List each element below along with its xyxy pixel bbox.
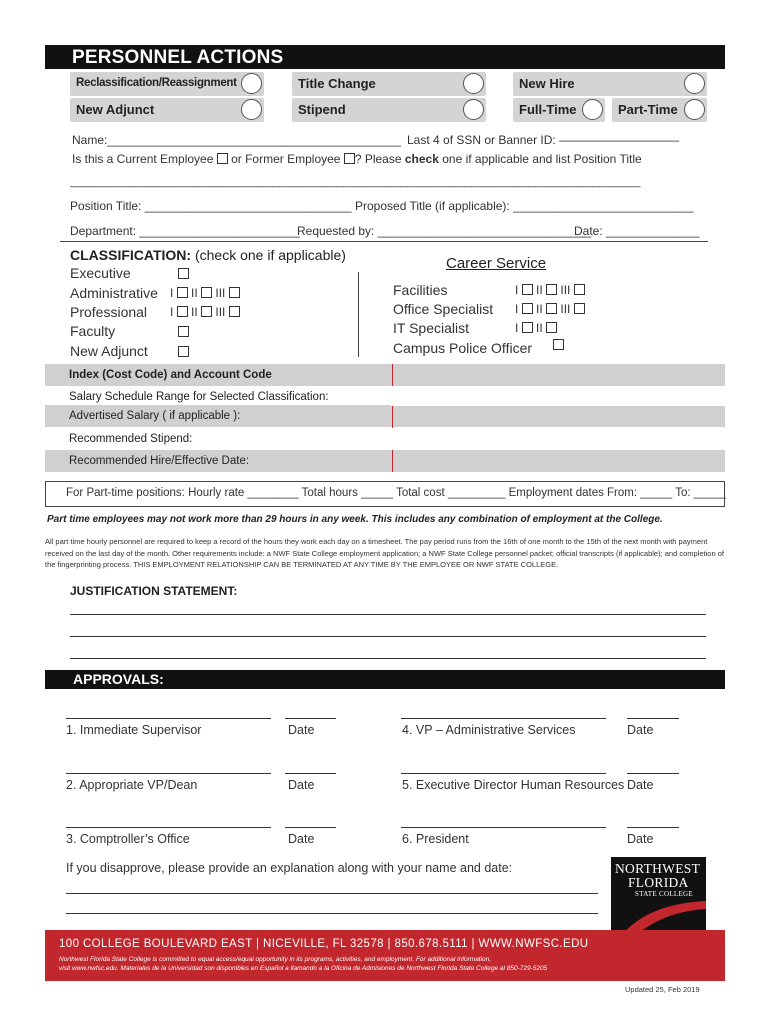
facilities-level-3-checkbox[interactable] <box>574 284 585 295</box>
approval-date: Date <box>627 723 654 737</box>
position-title-blank-line[interactable]: __________________________________________________________________________________________________ <box>70 176 641 188</box>
new-hire-label: New Hire <box>519 76 575 91</box>
admin-level-3-checkbox[interactable] <box>229 287 240 298</box>
prof-level-2-checkbox[interactable] <box>201 306 212 317</box>
date-line[interactable] <box>285 827 336 828</box>
class-executive-checkbox[interactable] <box>178 268 189 279</box>
justification-line[interactable] <box>70 636 706 637</box>
class-faculty-label: Faculty <box>70 323 116 339</box>
roman-3: III <box>560 283 571 297</box>
reclassification-option[interactable] <box>70 72 264 96</box>
approval-comptroller: 3. Comptroller’s Office <box>66 832 190 846</box>
approval-date: Date <box>627 778 654 792</box>
roman-2: II <box>191 286 198 300</box>
date-field[interactable]: Date: ______________ <box>574 224 700 238</box>
table-row <box>45 450 725 472</box>
part-time-radio[interactable] <box>684 99 705 120</box>
prof-level-1-checkbox[interactable] <box>177 306 188 317</box>
roman-2: II <box>536 283 543 297</box>
full-time-option[interactable] <box>513 98 605 122</box>
disapprove-instructions: If you disapprove, please provide an explanation along with your name and date: <box>66 861 513 875</box>
approval-vp-admin: 4. VP – Administrative Services <box>402 723 576 737</box>
parttime-box <box>45 481 725 507</box>
class-professional-levels <box>170 305 240 319</box>
date-line[interactable] <box>285 773 336 774</box>
facilities-level-2-checkbox[interactable] <box>546 284 557 295</box>
logo-line-2: FLORIDA <box>628 875 689 890</box>
class-new-adjunct-checkbox[interactable] <box>178 346 189 357</box>
class-administrative-label: Administrative <box>70 285 158 301</box>
cs-it-specialist-label: IT Specialist <box>393 320 469 336</box>
disapprove-line[interactable] <box>66 913 598 914</box>
footer-notice-1: Northwest Florida State College is committed to equal access/equal opportunity in its programs, activities, and employment. For additional information, <box>59 956 492 963</box>
index-code-label: Index (Cost Code) and Account Code <box>69 369 272 381</box>
date-line[interactable] <box>285 718 336 719</box>
signature-line[interactable] <box>66 773 271 774</box>
cs-it-levels <box>515 321 557 335</box>
parttime-note: All part time hourly personnel are required to keep a record of the hours they work each day on a timesheet. The pay period runs from the 16th of one month to the 15th of the next month with payment received on the last day of the month. Other requirements include: a NWF State College employment application; a NWF State College personnel packet; official transcripts (if applicable); and completion of the fingerprinting process. THIS EMPLOYMENT RELATIONSHIP CAN BE TERMINATED AT ANY TIME BY THE EMPLOYEE OR NWF STATE COLLEGE. <box>45 537 724 569</box>
title-change-label: Title Change <box>298 76 376 91</box>
former-employee-checkbox[interactable] <box>344 153 355 164</box>
name-field[interactable]: Name:____________________________________________ <box>72 133 401 147</box>
current-employee-label: Is this a Current Employee <box>72 152 214 166</box>
table-divider <box>392 364 393 472</box>
form-title: PERSONNEL ACTIONS <box>72 47 284 68</box>
salary-range-label: Salary Schedule Range for Selected Classification: <box>69 391 329 403</box>
employee-status-line <box>72 152 642 166</box>
logo-line-1: NORTHWEST <box>615 861 701 876</box>
new-hire-radio[interactable] <box>684 73 705 94</box>
reclassification-radio[interactable] <box>241 73 262 94</box>
signature-line[interactable] <box>66 718 271 719</box>
table-row <box>45 364 725 386</box>
footer-notice-2: visit www.nwfsc.edu. Materiales de la Universidad son disponibles en Español a llamando a la Oficina de Admisiones de Northwest Florida State College al 850-729-5205 <box>59 965 548 972</box>
roman-1: I <box>515 283 519 297</box>
title-change-option[interactable] <box>292 72 486 96</box>
stipend-radio[interactable] <box>463 99 484 120</box>
prof-level-3-checkbox[interactable] <box>229 306 240 317</box>
class-new-adjunct-label: New Adjunct <box>70 343 148 359</box>
cs-office-specialist-label: Office Specialist <box>393 301 494 317</box>
new-adjunct-label: New Adjunct <box>76 102 155 117</box>
new-adjunct-option[interactable] <box>70 98 264 122</box>
date-line[interactable] <box>627 718 679 719</box>
footer-address: 100 COLLEGE BOULEVARD EAST | NICEVILLE, FL 32578 | 850.678.5111 | WWW.NWFSC.EDU <box>59 938 589 950</box>
cs-facilities-label: Facilities <box>393 282 448 298</box>
stipend-option[interactable] <box>292 98 486 122</box>
justification-line[interactable] <box>70 658 706 659</box>
roman-1: I <box>170 286 174 300</box>
effective-date-label: Recommended Hire/Effective Date: <box>69 455 250 467</box>
office-level-3-checkbox[interactable] <box>574 303 585 314</box>
office-level-2-checkbox[interactable] <box>546 303 557 314</box>
proposed-title-field[interactable]: Proposed Title (if applicable): ___________________________ <box>355 199 694 213</box>
facilities-level-1-checkbox[interactable] <box>522 284 533 295</box>
footer-bar <box>45 930 725 981</box>
roman-3: III <box>215 305 226 319</box>
justification-line[interactable] <box>70 614 706 615</box>
roman-1: I <box>515 302 519 316</box>
stipend-label: Stipend <box>298 102 346 117</box>
admin-level-1-checkbox[interactable] <box>177 287 188 298</box>
cs-facilities-levels <box>515 283 585 297</box>
current-employee-checkbox[interactable] <box>217 153 228 164</box>
approvals-heading: APPROVALS: <box>73 671 164 687</box>
table-row <box>45 405 725 427</box>
cs-campus-police-label: Campus Police Officer <box>393 340 533 356</box>
roman-3: III <box>560 302 571 316</box>
class-executive-label: Executive <box>70 265 131 281</box>
class-faculty-checkbox[interactable] <box>178 326 189 337</box>
class-administrative-levels <box>170 286 240 300</box>
full-time-radio[interactable] <box>582 99 603 120</box>
cs-office-levels <box>515 302 585 316</box>
approval-president: 6. President <box>402 832 469 846</box>
justification-heading: JUSTIFICATION STATEMENT: <box>70 584 238 598</box>
requested-by-field[interactable]: Requested by: ________________________________ <box>297 224 592 238</box>
approval-date: Date <box>627 832 654 846</box>
approvals-bar <box>45 670 725 689</box>
signature-line[interactable] <box>401 718 606 719</box>
office-level-1-checkbox[interactable] <box>522 303 533 314</box>
recommended-stipend-label: Recommended Stipend: <box>69 433 193 445</box>
parttime-warning: Part time employees may not work more than 29 hours in any week. This includes any combination of employment at the College. <box>47 514 663 525</box>
part-time-option[interactable] <box>612 98 707 122</box>
approval-hr-director: 5. Executive Director Human Resources <box>402 778 625 792</box>
approval-vp-dean: 2. Appropriate VP/Dean <box>66 778 198 792</box>
date-line[interactable] <box>627 827 679 828</box>
check-note-post: one if applicable and list Position Title <box>438 152 642 166</box>
reclassification-label: Reclassification/Reassignment <box>76 77 237 89</box>
signature-line[interactable] <box>401 773 606 774</box>
it-level-1-checkbox[interactable] <box>522 322 533 333</box>
date-line[interactable] <box>627 773 679 774</box>
classification-heading-bold: CLASSIFICATION: <box>70 247 192 263</box>
position-title-field[interactable]: Position Title: _______________________________ <box>70 199 352 213</box>
approval-date: Date <box>288 723 315 737</box>
part-time-label: Part-Time <box>618 102 678 117</box>
disapprove-line[interactable] <box>66 893 598 894</box>
classification-divider <box>358 272 359 357</box>
title-change-radio[interactable] <box>463 73 484 94</box>
approval-date: Date <box>288 778 315 792</box>
former-employee-label: or Former Employee <box>231 152 341 166</box>
career-service-heading: Career Service <box>446 255 547 272</box>
logo-line-3: STATE COLLEGE <box>635 890 693 898</box>
roman-1: I <box>170 305 174 319</box>
cs-campus-police-checkbox[interactable] <box>553 339 564 350</box>
approval-supervisor: 1. Immediate Supervisor <box>66 723 202 737</box>
approval-date: Date <box>288 832 315 846</box>
signature-line[interactable] <box>66 827 271 828</box>
updated-date: Updated 25, Feb 2019 <box>625 985 700 994</box>
roman-1: I <box>515 321 519 335</box>
classification-heading-note: (check one if applicable) <box>191 247 346 263</box>
it-level-2-checkbox[interactable] <box>546 322 557 333</box>
admin-level-2-checkbox[interactable] <box>201 287 212 298</box>
roman-2: II <box>191 305 198 319</box>
roman-3: III <box>215 286 226 300</box>
section-divider <box>60 241 708 242</box>
ssn-field[interactable]: Last 4 of SSN or Banner ID: —————————— <box>407 133 680 147</box>
signature-line[interactable] <box>401 827 606 828</box>
table-value-cell[interactable] <box>391 428 725 450</box>
check-note-bold: check <box>404 152 439 166</box>
roman-2: II <box>536 302 543 316</box>
advertised-salary-label: Advertised Salary ( if applicable ): <box>69 410 241 422</box>
classification-heading <box>70 247 346 263</box>
new-hire-option[interactable] <box>513 72 707 96</box>
parttime-line[interactable]: For Part-time positions: Hourly rate ________ Total hours _____ Total cost _________ Employment dates From: _____ To: _____ <box>66 487 726 499</box>
roman-2: II <box>536 321 543 335</box>
new-adjunct-radio[interactable] <box>241 99 262 120</box>
check-note-pre: ? Please <box>354 152 405 166</box>
full-time-label: Full-Time <box>519 102 577 117</box>
department-field[interactable]: Department: ________________________ <box>70 224 300 238</box>
table-value-cell[interactable] <box>391 386 725 406</box>
class-professional-label: Professional <box>70 304 148 320</box>
